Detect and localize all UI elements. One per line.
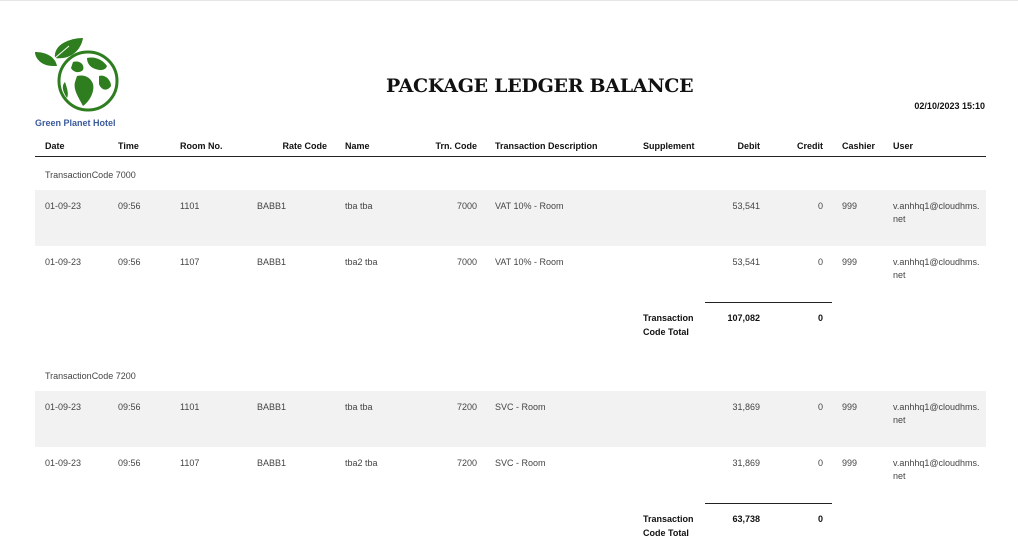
cell-debit: 53,541 — [732, 257, 760, 267]
cell-debit: 53,541 — [732, 201, 760, 211]
table-row — [35, 447, 986, 503]
column-header-user: User — [893, 141, 914, 151]
cell-trn-code: 7000 — [456, 257, 477, 267]
group-total-row — [35, 302, 986, 358]
ledger-table — [35, 137, 986, 559]
cell-credit: 0 — [817, 458, 823, 468]
cell-rate-code: BABB1 — [257, 257, 287, 267]
report-title: PACKAGE LEDGER BALANCE — [386, 75, 694, 97]
cell-description: SVC - Room — [495, 402, 546, 412]
cell-debit: 31,869 — [732, 402, 760, 412]
table-header-row — [35, 137, 986, 157]
cell-trn-code: 7200 — [456, 458, 477, 468]
table-row — [35, 391, 986, 447]
group-header-row — [35, 358, 986, 391]
cell-name: tba2 tba — [345, 257, 378, 267]
total-divider — [705, 503, 832, 504]
cell-room-no: 1101 — [180, 402, 200, 412]
cell-trn-code: 7000 — [456, 201, 477, 211]
cell-user: v.anhhq1@cloudhms.net — [893, 458, 980, 481]
cell-description: VAT 10% - Room — [495, 257, 564, 267]
cell-rate-code: BABB1 — [257, 402, 287, 412]
column-header-rate-code: Rate Code — [282, 141, 327, 151]
total-debit: 63,738 — [732, 514, 760, 524]
column-header-name: Name — [345, 141, 370, 151]
group-header-row — [35, 157, 986, 190]
cell-user: v.anhhq1@cloudhms.net — [893, 201, 980, 224]
cell-user: v.anhhq1@cloudhms.net — [893, 257, 980, 280]
page-top-border — [0, 0, 1018, 1]
cell-rate-code: BABB1 — [257, 201, 287, 211]
column-header-trn-code: Trn. Code — [435, 141, 477, 151]
cell-time: 09:56 — [118, 458, 141, 468]
cell-cashier: 999 — [842, 201, 858, 211]
cell-credit: 0 — [817, 402, 823, 412]
total-credit: 0 — [817, 313, 823, 323]
print-datetime: 02/10/2023 15:10 — [914, 101, 985, 111]
total-divider — [705, 302, 832, 303]
cell-cashier: 999 — [842, 458, 858, 468]
cell-name: tba2 tba — [345, 458, 378, 468]
column-header-cashier: Cashier — [842, 141, 876, 151]
cell-credit: 0 — [817, 257, 823, 267]
cell-name: tba tba — [345, 402, 373, 412]
column-header-date: Date — [45, 141, 65, 151]
group-label: TransactionCode 7000 — [45, 170, 136, 180]
cell-time: 09:56 — [118, 201, 141, 211]
cell-date: 01-09-23 — [45, 257, 82, 267]
cell-name: tba tba — [345, 201, 373, 211]
column-header-debit: Debit — [737, 141, 760, 151]
cell-date: 01-09-23 — [45, 458, 82, 468]
total-credit: 0 — [817, 514, 823, 524]
table-row — [35, 246, 986, 302]
total-label: Transaction Code Total — [643, 514, 694, 538]
cell-time: 09:56 — [118, 402, 141, 412]
cell-cashier: 999 — [842, 402, 858, 412]
column-header-credit: Credit — [796, 141, 823, 151]
hotel-name: Green Planet Hotel — [35, 118, 116, 128]
cell-time: 09:56 — [118, 257, 141, 267]
cell-debit: 31,869 — [732, 458, 760, 468]
cell-user: v.anhhq1@cloudhms.net — [893, 402, 980, 425]
cell-date: 01-09-23 — [45, 201, 82, 211]
cell-description: VAT 10% - Room — [495, 201, 564, 211]
column-header-room-no: Room No. — [180, 141, 223, 151]
cell-description: SVC - Room — [495, 458, 546, 468]
cell-trn-code: 7200 — [456, 402, 477, 412]
total-label: Transaction Code Total — [643, 313, 694, 337]
table-row — [35, 190, 986, 246]
cell-credit: 0 — [817, 201, 823, 211]
cell-rate-code: BABB1 — [257, 458, 287, 468]
cell-room-no: 1107 — [180, 257, 200, 267]
total-debit: 107,082 — [727, 313, 760, 323]
cell-room-no: 1107 — [180, 458, 200, 468]
column-header-description: Transaction Description — [495, 141, 598, 151]
globe-leaf-logo — [33, 36, 123, 116]
group-total-row — [35, 503, 986, 559]
cell-cashier: 999 — [842, 257, 858, 267]
cell-date: 01-09-23 — [45, 402, 82, 412]
cell-room-no: 1101 — [180, 201, 200, 211]
group-label: TransactionCode 7200 — [45, 371, 136, 381]
column-header-supplement: Supplement — [643, 141, 695, 151]
column-header-time: Time — [118, 141, 139, 151]
